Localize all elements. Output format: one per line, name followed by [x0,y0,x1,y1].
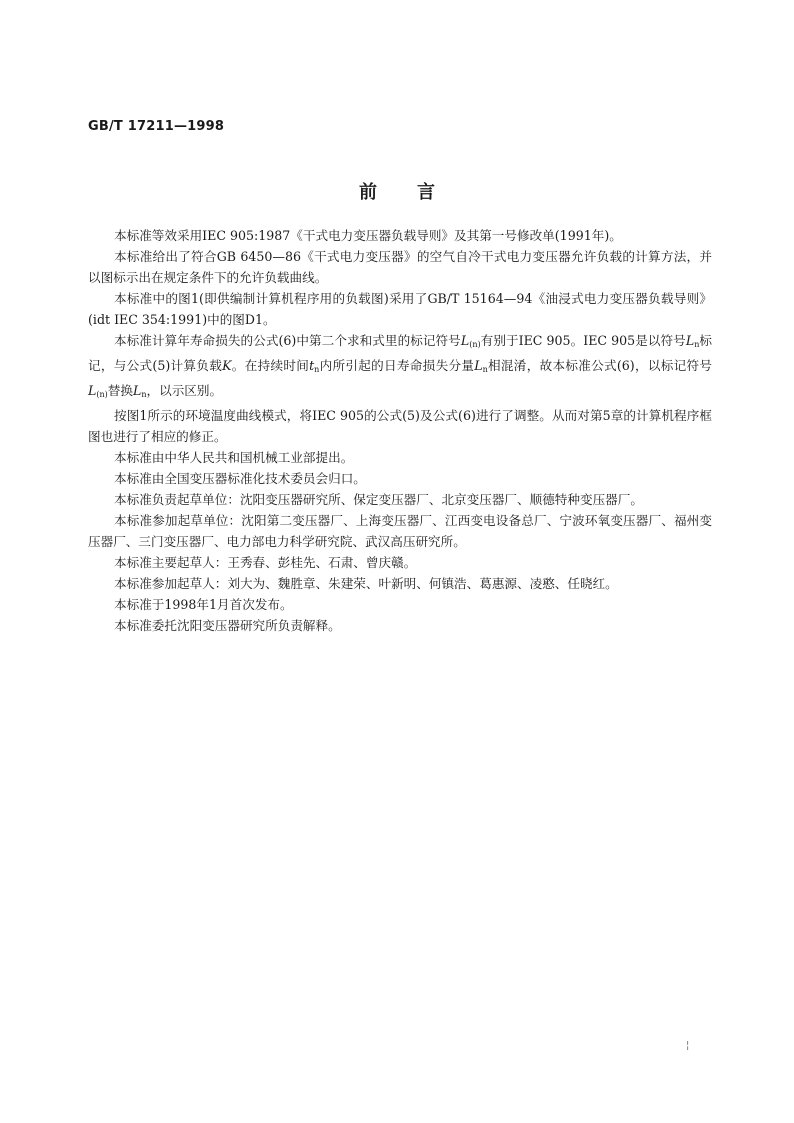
paragraph-10: 本标准主要起草人：王秀春、彭桂先、石肃、曾庆赣。 [114,555,417,570]
standard-code: GB/T 17211—1998 [88,119,225,134]
page-title [0,178,794,204]
paragraph-8: 本标准负责起草单位：沈阳变压器研究所、保定变压器厂、北京变压器厂、顺德特种变压器厂。 [114,492,643,507]
title-char-2: 言 [417,182,435,203]
paragraph-5: 按图1所示的环境温度曲线模式，将IEC 905的公式(5)及公式(6)进行了调整。从而对第5章的计算机程序框图也进行了相应的修正。 [88,408,712,444]
paragraph-2: 本标准给出了符合GB 6450—86《干式电力变压器》的空气自冷干式电力变压器允许负载的计算方法，并以图标示出在规定条件下的允许负载曲线。 [88,249,712,285]
paragraph-9: 本标准参加起草单位：沈阳第二变压器厂、上海变压器厂、江西变电设备总厂、宁波环氧变压器厂、福州变压器厂、三门变压器厂、电力部电力科学研究院、武汉高压研究所。 [88,513,712,549]
paragraph-4-formula: 本标准计算年寿命损失的公式(6)中第二个求和式里的标记符号$L_{(n)}$有别于IEC 905。IEC 905是以符号$L_n$标记，与公式(5)计算负载K。在持续时间$t_n$内所引起的日寿命损失分量$L_n$相混淆，故本标准公式(6)，以标记符号$L_{(n)}$替换$L_n$，以示区别。 [88,333,713,399]
paragraph-13: 本标准委托沈阳变压器研究所负责解释。 [114,618,341,633]
paragraph-1: 本标准等效采用IEC 905:1987《干式电力变压器负载导则》及其第一号修改单(1991年)。 [114,228,622,243]
title-char-1: 前 [359,182,377,203]
foreword-body [88,225,712,636]
margin-mark: ¦ [686,1040,690,1051]
paragraph-11: 本标准参加起草人：刘大为、魏胜章、朱建荣、叶新明、何镇浩、葛惠源、凌憨、任晓红。 [114,576,618,591]
paragraph-7: 本标准由全国变压器标准化技术委员会归口。 [114,471,366,486]
paragraph-3: 本标准中的图1(即供编制计算机程序用的负载图)采用了GB/T 15164—94《油浸式电力变压器负载导则》(idt IEC 354:1991)中的图D1。 [88,291,712,327]
paragraph-6: 本标准由中华人民共和国机械工业部提出。 [114,450,354,465]
paragraph-12: 本标准于1998年1月首次发布。 [114,597,293,612]
